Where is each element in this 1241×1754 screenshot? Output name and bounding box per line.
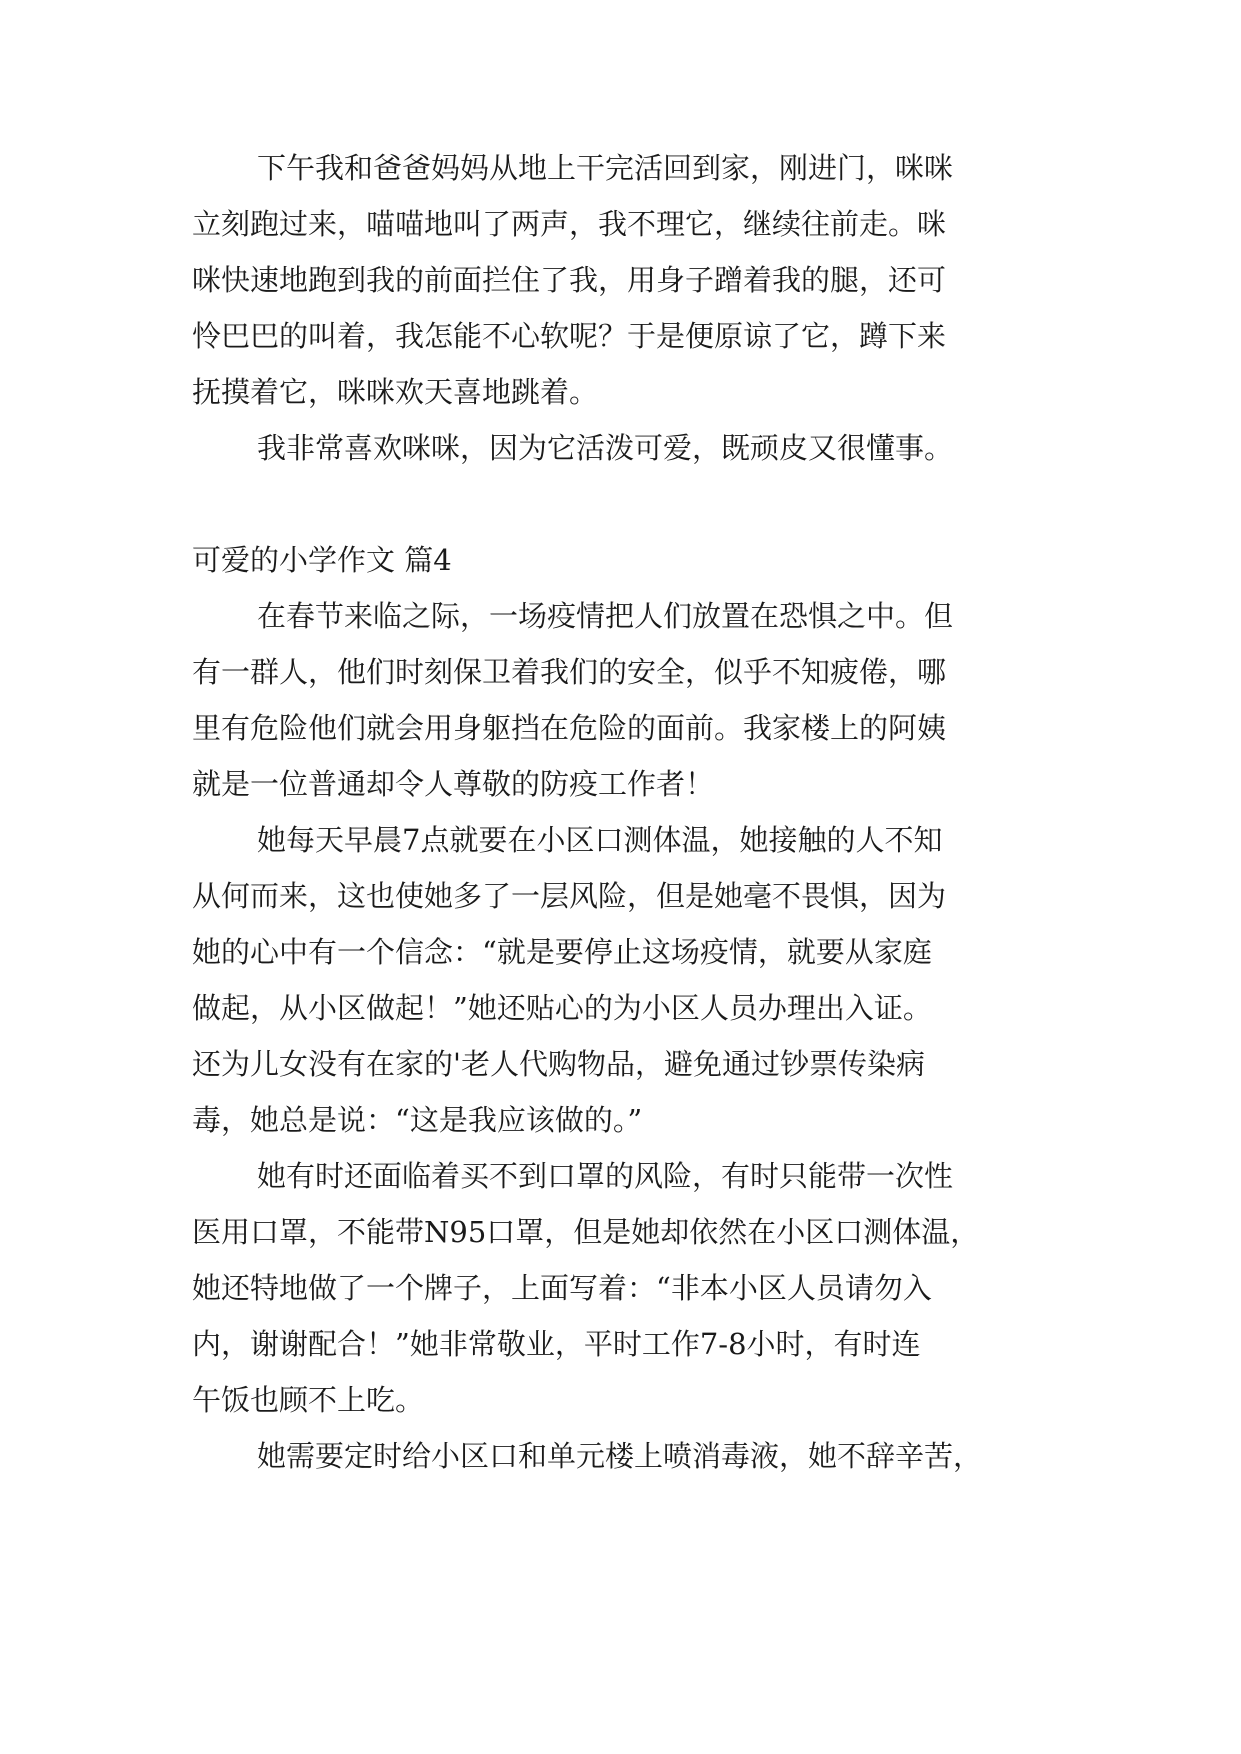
text-line: 在春节来临之际，一场疫情把人们放置在恐惧之中。但	[257, 599, 954, 633]
text-line: 她每天早晨7点就要在小区口测体温，她接触的人不知	[257, 823, 943, 857]
text-line: 她有时还面临着买不到口罩的风险，有时只能带一次性	[257, 1159, 954, 1193]
text-line: 毒，她总是说：“这是我应该做的。”	[192, 1103, 643, 1137]
text-line: 就是一位普通却令人尊敬的防疫工作者！	[192, 767, 715, 801]
text-line: 她的心中有一个信念：“就是要停止这场疫情，就要从家庭	[192, 935, 932, 969]
text-line: 有一群人，他们时刻保卫着我们的安全，似乎不知疲倦，哪	[192, 655, 947, 689]
text-line: 立刻跑过来，喵喵地叫了两声，我不理它，继续往前走。咪	[192, 207, 947, 241]
text-line: 她需要定时给小区口和单元楼上喷消毒液，她不辞辛苦，	[257, 1439, 983, 1473]
text-line: 里有危险他们就会用身躯挡在危险的面前。我家楼上的阿姨	[192, 711, 947, 745]
text-line: 咪快速地跑到我的前面拦住了我，用身子蹭着我的腿，还可	[192, 263, 947, 297]
text-line: 抚摸着它，咪咪欢天喜地跳着。	[192, 375, 599, 409]
text-line: 做起，从小区做起！”她还贴心的为小区人员办理出入证。	[192, 991, 932, 1025]
text-line: 下午我和爸爸妈妈从地上干完活回到家，刚进门，咪咪	[257, 151, 954, 185]
text-line: 还为儿女没有在家的'老人代购物品，避免通过钞票传染病	[192, 1047, 925, 1081]
text-line: 午饭也顾不上吃。	[192, 1383, 425, 1417]
text-line: 我非常喜欢咪咪，因为它活泼可爱，既顽皮又很懂事。	[257, 431, 954, 465]
text-line: 她还特地做了一个牌子，上面写着：“非本小区人员请勿入	[192, 1271, 932, 1305]
text-line: 怜巴巴的叫着，我怎能不心软呢？于是便原谅了它，蹲下来	[192, 319, 947, 353]
text-line: 从何而来，这也使她多了一层风险，但是她毫不畏惧，因为	[192, 879, 947, 913]
section-heading: 可爱的小学作文 篇4	[192, 543, 452, 577]
text-line: 医用口罩，不能带N95口罩，但是她却依然在小区口测体温，	[192, 1215, 980, 1249]
text-line: 内，谢谢配合！”她非常敬业，平时工作7-8小时，有时连	[192, 1327, 921, 1361]
